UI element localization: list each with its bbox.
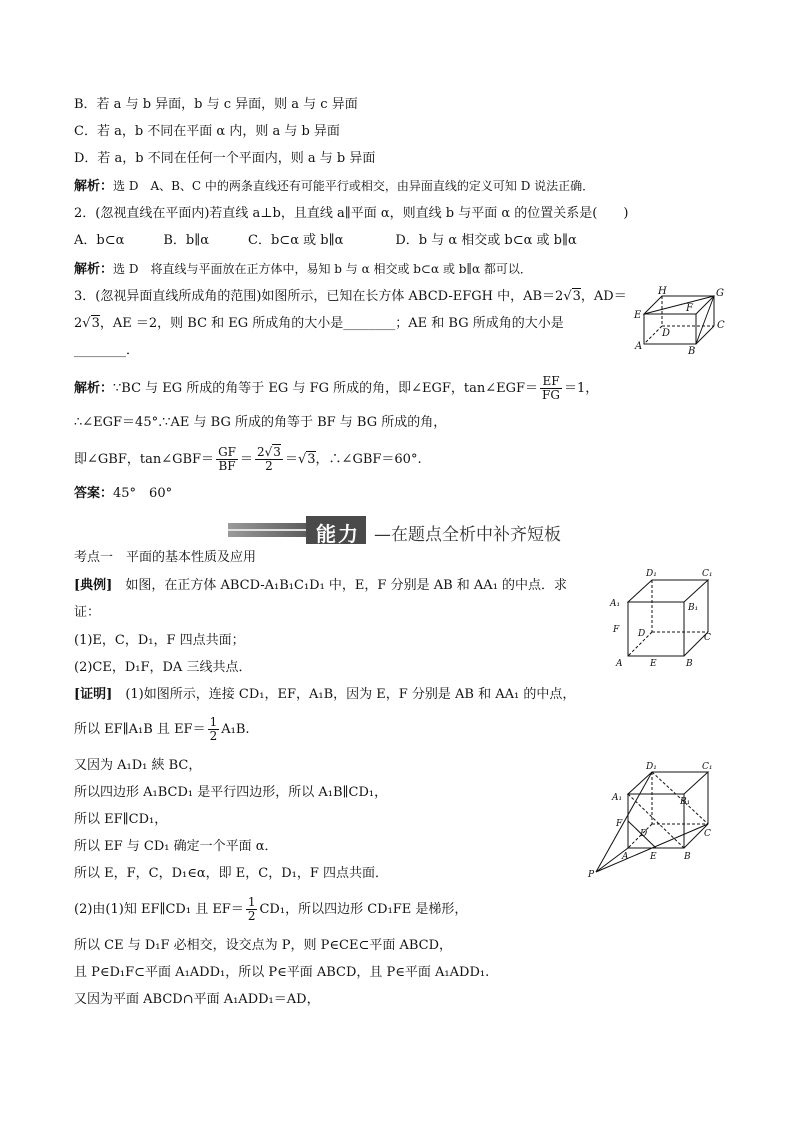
section-heading: 考点一 平面的基本性质及应用 bbox=[74, 550, 257, 565]
proof-line8 bbox=[74, 894, 467, 926]
frac-den: FG bbox=[542, 388, 560, 402]
frac-num: 1 bbox=[209, 715, 218, 729]
sqrt-value: 3 bbox=[307, 452, 316, 467]
label-d1: D₁ bbox=[646, 569, 657, 579]
cube-intersection-figure bbox=[586, 762, 718, 880]
proof-line7: 所以 E，F，C，D₁∈α，即 E，C，D₁，F 四点共面． bbox=[74, 866, 388, 881]
question-3-line3: ________． bbox=[74, 343, 140, 358]
proof-text: (1)如图所示，连接 CD₁，EF，A₁B，因为 E，F 分别是 AB 和 AA₁ 的中点， bbox=[125, 687, 576, 702]
frac-den: 2 bbox=[247, 909, 256, 923]
label-b1: B₁ bbox=[680, 797, 691, 807]
label-d: D bbox=[640, 829, 648, 839]
proof-text: (2)由(1)知 EF∥CD₁ 且 EF＝ bbox=[74, 902, 244, 917]
solution-text: ＝ bbox=[284, 452, 298, 467]
sqrt-value: 3 bbox=[273, 445, 281, 459]
answer-text: 45° 60° bbox=[113, 486, 173, 501]
frac-num: 2 bbox=[257, 445, 265, 459]
q3-text: 3．(忽视异面直线所成角的范围)如图所示，已知在长方体 ABCD-EFGH 中，AB＝2 bbox=[74, 289, 564, 304]
label-b1: B₁ bbox=[688, 603, 699, 613]
diagonal-bg bbox=[696, 296, 714, 344]
proof-line5: 所以 EF∥CD₁， bbox=[74, 812, 168, 827]
solution-text: ＝1， bbox=[563, 381, 599, 396]
solution-3-line3: 即∠GBF，tan∠GBF＝ $\frac{GF}{BF}$ ＝ $\frac{2√3}{2}$ ＝√3，∴∠GBF＝60°. bbox=[74, 445, 422, 473]
proof-text: CD₁，所以四边形 CD₁FE 是梯形， bbox=[259, 902, 468, 917]
edge bbox=[696, 326, 714, 344]
frac-den: 2 bbox=[209, 729, 218, 743]
label-b: B bbox=[686, 659, 693, 669]
label-a: A bbox=[616, 659, 623, 669]
proof-label: [证明] bbox=[74, 687, 113, 702]
solution-text: ∴∠GBF＝60°. bbox=[328, 452, 422, 467]
frac-num: EF bbox=[542, 374, 560, 388]
fraction-half bbox=[208, 716, 220, 743]
frac-den: 2 bbox=[265, 459, 273, 473]
solution-text: 选 D A、B、C 中的两条直线还有可能平行或相交，由异面直线的定义可知 D 说法正确． bbox=[113, 179, 595, 193]
label-p: P bbox=[588, 870, 595, 880]
solution-label: 解析： bbox=[74, 381, 114, 396]
label-c: C bbox=[717, 320, 725, 331]
proof-line6: 所以 EF 与 CD₁ 确定一个平面 α． bbox=[74, 839, 278, 854]
solution-3-line1 bbox=[74, 374, 598, 404]
label-c: C bbox=[704, 633, 711, 643]
option-c: C．若 a，b 不同在平面 α 内，则 a 与 b 异面 bbox=[74, 124, 340, 139]
label-f: F bbox=[616, 819, 623, 829]
hidden-edge bbox=[644, 326, 662, 344]
label-d: D bbox=[662, 328, 671, 339]
banner-subtitle: —在题点全析中补齐短板 bbox=[374, 525, 561, 545]
question-2: 2．(忽视直线在平面内)若直线 a⊥b，且直线 a∥平面 α，则直线 b 与平面 α 的位置关系是( ) bbox=[74, 206, 629, 221]
solution-text: ， bbox=[315, 452, 329, 467]
fraction-half bbox=[246, 896, 258, 923]
answer-label: 答案： bbox=[74, 486, 114, 501]
solution-text: 选 D 将直线与平面放在正方体中，易知 b 与 α 相交或 b⊂α 或 b∥α 都可以． bbox=[113, 262, 532, 276]
example-label: [典例] bbox=[74, 578, 113, 593]
sqrt-value: 3 bbox=[572, 289, 581, 304]
proof-line9: 所以 CE 与 D₁F 必相交，设交点为 P，则 P∈CE⊂平面 ABCD， bbox=[74, 938, 453, 953]
fraction-ef-fg bbox=[540, 375, 562, 402]
label-g: G bbox=[716, 288, 724, 299]
example-text: 如图，在正方体 ABCD-A₁B₁C₁D₁ 中，E，F 分别是 AB 和 AA₁ 的中点．求 bbox=[125, 578, 568, 593]
proof-text: 所以 EF∥A₁B 且 EF＝ bbox=[74, 722, 206, 737]
cube-figure bbox=[606, 566, 718, 670]
q3-text: 2 bbox=[74, 316, 83, 331]
label-c1: C₁ bbox=[702, 569, 713, 579]
proof-line1 bbox=[74, 686, 575, 704]
label-d: D bbox=[638, 629, 646, 639]
top-face bbox=[628, 580, 708, 602]
proof-line3: 又因为 A₁D₁ 綊 BC， bbox=[74, 758, 202, 773]
banner-title: 能力 bbox=[316, 522, 360, 546]
question-3-line1: 3．(忽视异面直线所成角的范围)如图所示，已知在长方体 ABCD-EFGH 中，AB＝2√3，AD＝ bbox=[74, 289, 627, 304]
option-b: B．若 a 与 b 异面，b 与 c 异面，则 a 与 c 异面 bbox=[74, 97, 358, 112]
label-d1: D₁ bbox=[646, 762, 657, 772]
section-banner bbox=[228, 516, 568, 544]
solution-3-line2: ∴∠EGF＝45°.∵AE 与 BG 所成的角等于 BF 与 BG 所成的角， bbox=[74, 415, 447, 430]
label-a: A bbox=[635, 341, 643, 352]
solution-label: 解析： bbox=[74, 262, 114, 277]
solution-text: ∵BC 与 EG 所成的角等于 EG 与 FG 所成的角，即∠EGF，tan∠EGF＝ bbox=[113, 381, 539, 396]
label-a1: A₁ bbox=[610, 599, 621, 609]
line-cp bbox=[596, 824, 708, 872]
proof-line10: 且 P∈D₁F⊂平面 A₁ADD₁，所以 P∈平面 ABCD，且 P∈平面 A₁ADD₁. bbox=[74, 965, 490, 980]
label-h: H bbox=[658, 286, 667, 297]
q3-text: ，AE ＝2，则 BC 和 EG 所成角的大小是________；AE 和 BG 所成角的大小是 bbox=[99, 316, 564, 331]
example-line2: 证： bbox=[74, 605, 101, 620]
example-part1: (1)E，C，D₁，F 四点共面； bbox=[74, 633, 245, 648]
fraction-2sqrt3-2: $\frac{2√3}{2}$ bbox=[257, 445, 281, 473]
solution-text: 即∠GBF，tan∠GBF＝ bbox=[74, 452, 215, 467]
label-c1: C₁ bbox=[702, 762, 713, 772]
label-e: E bbox=[650, 659, 657, 669]
frac-den: BF bbox=[218, 459, 236, 473]
solution-1 bbox=[74, 177, 594, 196]
fraction-gf-bf bbox=[216, 446, 238, 473]
proof-line4: 所以四边形 A₁BCD₁ 是平行四边形，所以 A₁B∥CD₁， bbox=[74, 785, 388, 800]
label-c: C bbox=[704, 829, 711, 839]
frac-num: 1 bbox=[247, 895, 256, 909]
label-e: E bbox=[634, 310, 642, 321]
top-face bbox=[628, 772, 708, 794]
proof-line11: 又因为平面 ABCD∩平面 A₁ADD₁＝AD， bbox=[74, 992, 320, 1007]
example-line1 bbox=[74, 577, 567, 595]
solution-label: 解析： bbox=[74, 179, 114, 194]
q3-text: ，AD＝ bbox=[580, 289, 627, 304]
label-b: B bbox=[688, 346, 696, 356]
option-d: D．若 a，b 不同在任何一个平面内，则 a 与 b 异面 bbox=[74, 151, 376, 166]
label-f: F bbox=[613, 625, 620, 635]
sqrt-value: 3 bbox=[91, 316, 100, 331]
answer-line bbox=[74, 485, 172, 503]
diagonal-eg bbox=[644, 296, 714, 314]
label-a: A bbox=[622, 852, 629, 862]
question-3-line2: 2√3，AE ＝2，则 BC 和 EG 所成角的大小是________；AE 和 BG 所成角的大小是 bbox=[74, 316, 564, 331]
frac-num: GF bbox=[218, 445, 236, 459]
label-e: E bbox=[650, 852, 657, 862]
proof-line2 bbox=[74, 714, 250, 746]
example-part2: (2)CE，D₁F，DA 三线共点． bbox=[74, 660, 252, 675]
label-a1: A₁ bbox=[612, 793, 623, 803]
label-b: B bbox=[684, 852, 691, 862]
proof-text: A₁B. bbox=[221, 722, 250, 737]
banner-bar bbox=[228, 523, 310, 537]
question-2-options: A．b⊂α B．b∥α C．b⊂α 或 b∥α D．b 与 α 相交或 b⊂α 或 b∥α bbox=[74, 233, 577, 248]
cuboid-figure bbox=[628, 284, 728, 356]
label-f: F bbox=[686, 303, 693, 314]
solution-2 bbox=[74, 260, 532, 279]
